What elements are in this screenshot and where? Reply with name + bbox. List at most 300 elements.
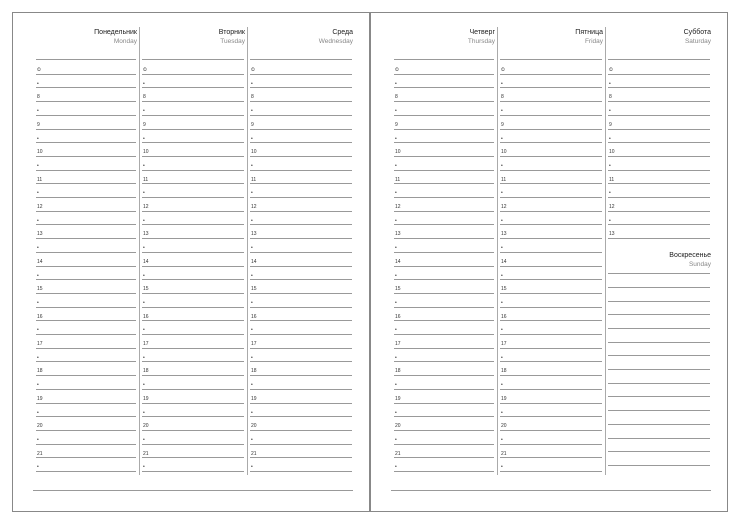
- half-hour-marker: •: [609, 135, 611, 142]
- half-hour-marker: •: [501, 217, 503, 224]
- hour-label: 11: [143, 176, 149, 183]
- writing-line[interactable]: [142, 142, 244, 143]
- half-hour-marker: •: [251, 327, 253, 334]
- hour-label: 8: [395, 94, 398, 101]
- writing-line[interactable]: [36, 156, 136, 157]
- writing-line[interactable]: [142, 444, 244, 445]
- half-hour-marker: •: [609, 80, 611, 87]
- hour-label: 16: [37, 313, 43, 320]
- writing-line[interactable]: [500, 101, 602, 102]
- writing-line[interactable]: [250, 361, 352, 362]
- writing-line[interactable]: [608, 183, 710, 184]
- writing-line[interactable]: [250, 471, 352, 472]
- writing-line[interactable]: [142, 87, 244, 88]
- hour-label: 17: [143, 341, 149, 347]
- writing-line[interactable]: [250, 320, 352, 321]
- writing-line[interactable]: [608, 355, 710, 356]
- writing-line[interactable]: [608, 101, 710, 102]
- writing-line[interactable]: [394, 115, 494, 116]
- writing-line[interactable]: [250, 348, 352, 349]
- hour-label: 8: [609, 94, 612, 101]
- half-hour-marker: •: [143, 299, 145, 306]
- hour-label: 10: [501, 149, 507, 156]
- column-divider: [139, 27, 140, 475]
- writing-line[interactable]: [250, 444, 352, 445]
- writing-line[interactable]: [250, 101, 352, 102]
- writing-line[interactable]: [250, 129, 352, 130]
- hour-label: 11: [395, 176, 401, 183]
- half-hour-marker: •: [251, 135, 253, 142]
- hour-label: 14: [501, 258, 507, 265]
- writing-line[interactable]: [394, 307, 494, 308]
- writing-line[interactable]: [142, 74, 244, 75]
- writing-line[interactable]: [394, 403, 494, 404]
- writing-line[interactable]: [394, 197, 494, 198]
- writing-line[interactable]: [142, 238, 244, 239]
- footer-line[interactable]: [33, 490, 353, 491]
- writing-line[interactable]: [608, 74, 710, 75]
- day-header-sunday: [669, 251, 711, 269]
- writing-line[interactable]: [142, 115, 244, 116]
- writing-line[interactable]: [608, 342, 710, 343]
- half-hour-marker: •: [37, 382, 39, 389]
- writing-line[interactable]: [142, 471, 244, 472]
- clock-icon: ⏲: [501, 67, 505, 73]
- half-hour-marker: •: [143, 464, 145, 471]
- hour-label: 8: [37, 94, 40, 101]
- writing-line[interactable]: [608, 170, 710, 171]
- half-hour-marker: •: [143, 162, 145, 169]
- writing-line[interactable]: [394, 320, 494, 321]
- hour-label: 17: [37, 341, 43, 347]
- writing-line[interactable]: [394, 142, 494, 143]
- writing-line[interactable]: [500, 293, 602, 294]
- writing-line[interactable]: [142, 307, 244, 308]
- half-hour-marker: •: [501, 327, 503, 334]
- day-name-ru: Среда: [332, 29, 353, 36]
- writing-line[interactable]: [608, 383, 710, 384]
- writing-line[interactable]: [500, 348, 602, 349]
- writing-line[interactable]: [608, 451, 710, 452]
- half-hour-marker: •: [501, 354, 503, 361]
- writing-line[interactable]: [394, 59, 494, 60]
- hour-label: 20: [501, 423, 507, 430]
- writing-line[interactable]: [142, 224, 244, 225]
- writing-line[interactable]: [394, 430, 494, 431]
- writing-line[interactable]: [36, 74, 136, 75]
- clock-icon: ⏲: [395, 67, 399, 73]
- writing-line[interactable]: [250, 156, 352, 157]
- writing-line[interactable]: [142, 279, 244, 280]
- writing-line[interactable]: [250, 430, 352, 431]
- hour-label: 12: [501, 204, 507, 210]
- hour-label: 14: [37, 258, 43, 265]
- hour-label: 13: [251, 231, 257, 238]
- half-hour-marker: •: [143, 108, 145, 115]
- writing-line[interactable]: [142, 170, 244, 171]
- half-hour-marker: •: [251, 272, 253, 279]
- hour-label: 21: [37, 450, 43, 457]
- half-hour-marker: •: [501, 135, 503, 142]
- writing-line[interactable]: [394, 293, 494, 294]
- hour-label: 12: [37, 204, 43, 210]
- hour-label: 18: [143, 368, 149, 375]
- day-name-ru: Вторник: [218, 29, 245, 36]
- hour-label: 17: [395, 341, 401, 347]
- writing-line[interactable]: [250, 115, 352, 116]
- writing-line[interactable]: [142, 183, 244, 184]
- writing-line[interactable]: [394, 266, 494, 267]
- writing-line[interactable]: [500, 320, 602, 321]
- half-hour-marker: •: [37, 354, 39, 361]
- writing-line[interactable]: [250, 457, 352, 458]
- half-hour-marker: •: [501, 409, 503, 416]
- hour-label: 14: [395, 258, 401, 265]
- half-hour-marker: •: [251, 464, 253, 471]
- writing-line[interactable]: [394, 211, 494, 212]
- writing-line[interactable]: [394, 389, 494, 390]
- writing-line[interactable]: [36, 211, 136, 212]
- hour-label: 10: [251, 149, 257, 156]
- writing-line[interactable]: [36, 238, 136, 239]
- hour-label: 10: [143, 149, 149, 156]
- column-divider: [605, 27, 606, 475]
- writing-line[interactable]: [250, 334, 352, 335]
- writing-line[interactable]: [500, 142, 602, 143]
- half-hour-marker: •: [37, 135, 39, 142]
- writing-line[interactable]: [36, 361, 136, 362]
- writing-line[interactable]: [500, 183, 602, 184]
- writing-line[interactable]: [500, 307, 602, 308]
- writing-line[interactable]: [500, 416, 602, 417]
- writing-line[interactable]: [500, 74, 602, 75]
- writing-line[interactable]: [142, 266, 244, 267]
- half-hour-marker: •: [609, 108, 611, 115]
- writing-line[interactable]: [36, 320, 136, 321]
- writing-line[interactable]: [608, 129, 710, 130]
- half-hour-marker: •: [37, 217, 39, 224]
- writing-line[interactable]: [500, 361, 602, 362]
- writing-line[interactable]: [36, 87, 136, 88]
- writing-line[interactable]: [36, 266, 136, 267]
- half-hour-marker: •: [501, 436, 503, 443]
- writing-line[interactable]: [250, 224, 352, 225]
- half-hour-marker: •: [395, 135, 397, 142]
- writing-line[interactable]: [608, 424, 710, 425]
- writing-line[interactable]: [500, 375, 602, 376]
- writing-line[interactable]: [142, 211, 244, 212]
- writing-line[interactable]: [142, 334, 244, 335]
- writing-line[interactable]: [142, 156, 244, 157]
- half-hour-marker: •: [251, 436, 253, 443]
- half-hour-marker: •: [501, 245, 503, 252]
- writing-line[interactable]: [394, 279, 494, 280]
- writing-line[interactable]: [608, 287, 710, 288]
- half-hour-marker: •: [37, 190, 39, 197]
- writing-line[interactable]: [394, 129, 494, 130]
- writing-line[interactable]: [36, 307, 136, 308]
- writing-line[interactable]: [142, 403, 244, 404]
- hour-label: 18: [37, 368, 43, 375]
- day-column-saturday: [605, 13, 713, 511]
- writing-line[interactable]: [250, 59, 352, 60]
- writing-line[interactable]: [500, 197, 602, 198]
- writing-line[interactable]: [608, 314, 710, 315]
- writing-line[interactable]: [608, 59, 710, 60]
- writing-line[interactable]: [142, 293, 244, 294]
- day-name-ru: Пятница: [575, 29, 603, 36]
- writing-line[interactable]: [608, 369, 710, 370]
- writing-line[interactable]: [250, 416, 352, 417]
- writing-line[interactable]: [142, 348, 244, 349]
- hour-label: 12: [395, 204, 401, 210]
- half-hour-marker: •: [609, 190, 611, 197]
- writing-line[interactable]: [142, 320, 244, 321]
- half-hour-marker: •: [251, 409, 253, 416]
- writing-line[interactable]: [394, 444, 494, 445]
- writing-line[interactable]: [608, 273, 710, 274]
- hour-label: 11: [37, 176, 43, 183]
- hour-label: 19: [395, 395, 401, 402]
- hour-label: 18: [395, 368, 401, 375]
- writing-line[interactable]: [250, 279, 352, 280]
- writing-line[interactable]: [36, 444, 136, 445]
- writing-line[interactable]: [500, 238, 602, 239]
- half-hour-marker: •: [37, 80, 39, 87]
- writing-line[interactable]: [500, 334, 602, 335]
- hour-label: 20: [143, 423, 149, 430]
- hour-label: 19: [37, 395, 43, 402]
- writing-line[interactable]: [36, 252, 136, 253]
- writing-line[interactable]: [36, 115, 136, 116]
- writing-line[interactable]: [608, 142, 710, 143]
- hour-label: 20: [37, 423, 43, 430]
- half-hour-marker: •: [37, 162, 39, 169]
- writing-line[interactable]: [500, 444, 602, 445]
- writing-line[interactable]: [500, 87, 602, 88]
- writing-line[interactable]: [250, 293, 352, 294]
- day-column-thursday: [391, 13, 497, 511]
- half-hour-marker: •: [251, 162, 253, 169]
- writing-line[interactable]: [394, 361, 494, 362]
- writing-line[interactable]: [394, 334, 494, 335]
- writing-line[interactable]: [608, 301, 710, 302]
- writing-line[interactable]: [500, 59, 602, 60]
- writing-line[interactable]: [250, 211, 352, 212]
- clock-icon: ⏲: [609, 67, 613, 73]
- writing-line[interactable]: [250, 389, 352, 390]
- day-column-tuesday: [139, 13, 247, 511]
- writing-line[interactable]: [394, 471, 494, 472]
- writing-line[interactable]: [608, 410, 710, 411]
- day-name-en: Monday: [113, 38, 137, 45]
- half-hour-marker: •: [143, 327, 145, 334]
- hour-label: 10: [609, 149, 615, 156]
- writing-line[interactable]: [500, 403, 602, 404]
- half-hour-marker: •: [251, 299, 253, 306]
- writing-line[interactable]: [500, 224, 602, 225]
- hour-label: 16: [143, 313, 149, 320]
- writing-line[interactable]: [250, 183, 352, 184]
- hour-label: 13: [37, 231, 43, 238]
- writing-line[interactable]: [250, 307, 352, 308]
- writing-line[interactable]: [500, 115, 602, 116]
- writing-line[interactable]: [142, 361, 244, 362]
- writing-line[interactable]: [394, 224, 494, 225]
- writing-line[interactable]: [36, 471, 136, 472]
- half-hour-marker: •: [251, 217, 253, 224]
- half-hour-marker: •: [143, 190, 145, 197]
- writing-line[interactable]: [142, 430, 244, 431]
- writing-line[interactable]: [500, 266, 602, 267]
- writing-line[interactable]: [394, 170, 494, 171]
- writing-line[interactable]: [36, 293, 136, 294]
- hour-label: 14: [143, 258, 149, 265]
- day-header-friday: [575, 28, 603, 46]
- writing-line[interactable]: [142, 252, 244, 253]
- writing-line[interactable]: [500, 430, 602, 431]
- writing-line[interactable]: [394, 74, 494, 75]
- day-name-ru: Четверг: [469, 29, 495, 36]
- writing-line[interactable]: [36, 142, 136, 143]
- writing-line[interactable]: [142, 129, 244, 130]
- writing-line[interactable]: [608, 87, 710, 88]
- writing-line[interactable]: [250, 403, 352, 404]
- writing-line[interactable]: [142, 416, 244, 417]
- writing-line[interactable]: [36, 101, 136, 102]
- hour-label: 11: [501, 176, 507, 183]
- writing-line[interactable]: [36, 389, 136, 390]
- writing-line[interactable]: [250, 238, 352, 239]
- writing-line[interactable]: [36, 170, 136, 171]
- half-hour-marker: •: [143, 217, 145, 224]
- half-hour-marker: •: [37, 409, 39, 416]
- writing-line[interactable]: [36, 183, 136, 184]
- writing-line[interactable]: [394, 348, 494, 349]
- writing-line[interactable]: [394, 101, 494, 102]
- hour-label: 11: [609, 176, 615, 183]
- writing-line[interactable]: [250, 142, 352, 143]
- writing-line[interactable]: [394, 87, 494, 88]
- writing-line[interactable]: [36, 375, 136, 376]
- writing-line[interactable]: [394, 183, 494, 184]
- writing-line[interactable]: [608, 396, 710, 397]
- writing-line[interactable]: [250, 197, 352, 198]
- writing-line[interactable]: [608, 224, 710, 225]
- writing-line[interactable]: [36, 197, 136, 198]
- writing-line[interactable]: [36, 59, 136, 60]
- hour-label: 9: [37, 121, 40, 128]
- hour-label: 18: [501, 368, 507, 375]
- half-hour-marker: •: [37, 436, 39, 443]
- writing-line[interactable]: [250, 87, 352, 88]
- writing-line[interactable]: [142, 59, 244, 60]
- writing-line[interactable]: [36, 334, 136, 335]
- writing-line[interactable]: [142, 389, 244, 390]
- day-name-en: Saturday: [684, 38, 711, 45]
- writing-line[interactable]: [394, 375, 494, 376]
- writing-line[interactable]: [250, 252, 352, 253]
- half-hour-marker: •: [395, 217, 397, 224]
- day-name-ru: Воскресенье: [669, 252, 711, 260]
- writing-line[interactable]: [36, 129, 136, 130]
- writing-line[interactable]: [500, 457, 602, 458]
- hour-label: 15: [251, 286, 257, 293]
- writing-line[interactable]: [394, 156, 494, 157]
- half-hour-marker: •: [395, 190, 397, 197]
- half-hour-marker: •: [251, 108, 253, 115]
- writing-line[interactable]: [36, 224, 136, 225]
- day-column-wednesday: [247, 13, 355, 511]
- writing-line[interactable]: [394, 252, 494, 253]
- writing-line[interactable]: [500, 471, 602, 472]
- writing-line[interactable]: [500, 170, 602, 171]
- half-hour-marker: •: [395, 354, 397, 361]
- half-hour-marker: •: [395, 272, 397, 279]
- writing-line[interactable]: [142, 197, 244, 198]
- hour-label: 21: [501, 450, 507, 457]
- writing-line[interactable]: [36, 457, 136, 458]
- writing-line[interactable]: [142, 457, 244, 458]
- half-hour-marker: •: [395, 464, 397, 471]
- half-hour-marker: •: [143, 382, 145, 389]
- writing-line[interactable]: [36, 416, 136, 417]
- writing-line[interactable]: [250, 266, 352, 267]
- writing-line[interactable]: [608, 115, 710, 116]
- writing-line[interactable]: [394, 416, 494, 417]
- writing-line[interactable]: [142, 375, 244, 376]
- writing-line[interactable]: [36, 403, 136, 404]
- writing-line[interactable]: [36, 348, 136, 349]
- half-hour-marker: •: [395, 409, 397, 416]
- hour-label: 14: [251, 258, 257, 265]
- footer-line[interactable]: [391, 490, 711, 491]
- writing-line[interactable]: [394, 457, 494, 458]
- half-hour-marker: •: [37, 299, 39, 306]
- writing-line[interactable]: [608, 465, 710, 466]
- writing-line[interactable]: [608, 328, 710, 329]
- writing-line[interactable]: [36, 430, 136, 431]
- hour-label: 19: [143, 395, 149, 402]
- writing-line[interactable]: [608, 211, 710, 212]
- writing-line[interactable]: [608, 156, 710, 157]
- writing-line[interactable]: [608, 438, 710, 439]
- writing-line[interactable]: [500, 252, 602, 253]
- writing-line[interactable]: [142, 101, 244, 102]
- writing-line[interactable]: [500, 389, 602, 390]
- writing-line[interactable]: [250, 170, 352, 171]
- writing-line[interactable]: [608, 197, 710, 198]
- half-hour-marker: •: [395, 299, 397, 306]
- half-hour-marker: •: [143, 436, 145, 443]
- half-hour-marker: •: [501, 272, 503, 279]
- writing-line[interactable]: [500, 156, 602, 157]
- hour-label: 15: [143, 286, 149, 293]
- hour-label: 8: [501, 94, 504, 101]
- writing-line[interactable]: [394, 238, 494, 239]
- half-hour-marker: •: [501, 162, 503, 169]
- half-hour-marker: •: [251, 245, 253, 252]
- hour-label: 16: [395, 313, 401, 320]
- writing-line[interactable]: [500, 211, 602, 212]
- writing-line[interactable]: [36, 279, 136, 280]
- writing-line[interactable]: [250, 375, 352, 376]
- writing-line[interactable]: [250, 74, 352, 75]
- writing-line[interactable]: [500, 279, 602, 280]
- writing-line[interactable]: [500, 129, 602, 130]
- writing-line[interactable]: [608, 238, 710, 239]
- half-hour-marker: •: [501, 80, 503, 87]
